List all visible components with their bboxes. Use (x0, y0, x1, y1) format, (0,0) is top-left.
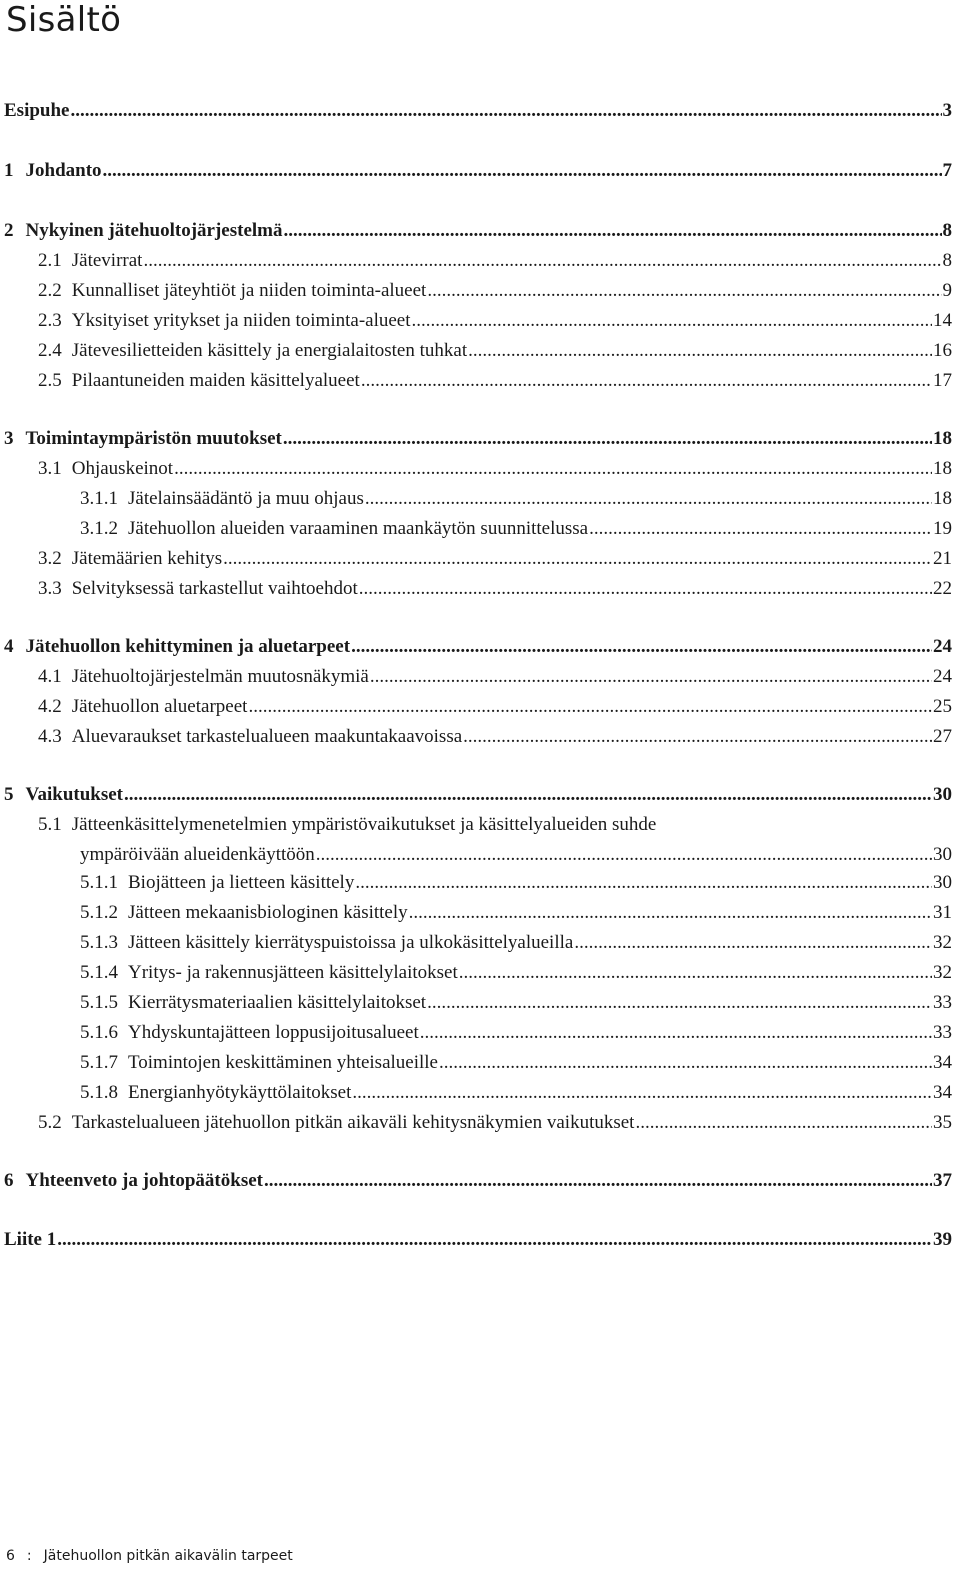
toc-entry-number: 4 (4, 636, 14, 657)
toc-entry-number: 4.3 (38, 726, 62, 747)
toc-entry-page: 16 (933, 340, 952, 361)
toc-entry[interactable] (38, 1112, 952, 1134)
toc-entry[interactable] (80, 1022, 952, 1044)
toc-entry-number: 6 (4, 1170, 14, 1191)
toc-entry-title: Jätehuollon kehittyminen ja aluetarpeet (25, 636, 351, 657)
toc-entry[interactable] (80, 962, 952, 984)
toc-entry-number: 2 (4, 220, 14, 241)
toc-entry-title: Kunnalliset jäteyhtiöt ja niiden toiminta-alueet (71, 280, 427, 301)
toc-entry[interactable] (80, 932, 952, 954)
toc-entry[interactable] (80, 992, 952, 1014)
dot-leader (284, 220, 942, 242)
toc-entry-title: Pilaantuneiden maiden käsittelyalueet (71, 370, 360, 391)
toc-entry-page: 24 (933, 636, 952, 657)
toc-entry-title: Vaikutukset (25, 784, 124, 805)
toc-entry-number: 5.1 (38, 814, 62, 835)
toc-entry-number: 2.3 (38, 310, 62, 331)
dot-leader (361, 370, 932, 392)
toc-entry-page: 14 (933, 310, 952, 331)
toc-entry-title: Ohjauskeinot (71, 458, 174, 479)
toc-entry-page: 39 (933, 1229, 952, 1250)
toc-entry-title: Jätehuollon aluetarpeet (71, 696, 248, 717)
toc-entry-page: 33 (933, 1022, 952, 1043)
toc-entry-page: 35 (933, 1112, 952, 1133)
dot-leader (635, 1112, 932, 1134)
toc-entry-number: 3.1.1 (80, 488, 118, 509)
toc-entry-title: Jätteen käsittely kierrätyspuistoissa ja ulkokäsittelyalueilla (128, 932, 574, 953)
dot-leader (283, 428, 932, 450)
toc-entry-title: Toimintaympäristön muutokset (25, 428, 282, 449)
toc-entry[interactable] (80, 872, 952, 894)
toc-entry-page: 8 (942, 250, 952, 271)
toc-entry[interactable] (38, 310, 952, 332)
toc-entry[interactable] (38, 458, 952, 480)
dot-leader (264, 1170, 932, 1192)
toc-entry-page: 30 (933, 844, 952, 865)
toc-entry[interactable] (4, 784, 952, 806)
toc-entry-page: 32 (933, 962, 952, 983)
toc-entry-page: 18 (933, 458, 952, 479)
toc-entry[interactable] (80, 488, 952, 510)
toc-entry-number: 5.1.2 (80, 902, 118, 923)
toc-entry-title: Jätehuollon alueiden varaaminen maankäytön suunnittelussa (128, 518, 589, 539)
toc-entry-page: 25 (933, 696, 952, 717)
toc-entry-number: 5.1.7 (80, 1052, 118, 1073)
dot-leader (412, 310, 932, 332)
toc-entry-number: 5.1.8 (80, 1082, 118, 1103)
toc-entry[interactable] (38, 548, 952, 570)
dot-leader (103, 160, 942, 182)
dot-leader (439, 1052, 932, 1074)
toc-entry[interactable] (80, 1052, 952, 1074)
toc-entry[interactable] (80, 1082, 952, 1104)
toc-entry-page: 34 (933, 1082, 952, 1103)
page-title: Sisältö (6, 0, 122, 40)
toc-entry-page: 37 (933, 1170, 952, 1191)
toc-entry[interactable] (38, 370, 952, 392)
toc-entry-title: Jätelainsäädäntö ja muu ohjaus (128, 488, 364, 509)
toc-entry-number: 3.2 (38, 548, 62, 569)
toc-entry[interactable] (80, 902, 952, 924)
dot-leader (574, 932, 932, 954)
toc-entry[interactable] (4, 100, 952, 122)
toc-entry-number: 4.1 (38, 666, 62, 687)
dot-leader (409, 902, 932, 924)
toc-entry-page: 9 (942, 280, 952, 301)
toc-entry-title: Jätevesilietteiden käsittely ja energialaitosten tuhkat (71, 340, 468, 361)
toc-entry[interactable] (4, 220, 952, 242)
toc-entry[interactable] (38, 814, 656, 836)
toc-entry-number: 3 (4, 428, 14, 449)
dot-leader (143, 250, 941, 272)
toc-entry-title: Jätteenkäsittelymenetelmien ympäristövaikutukset ja käsittelyalueiden suhde (71, 814, 657, 835)
toc-entry-page: 32 (933, 932, 952, 953)
toc-entry-page: 30 (933, 784, 952, 805)
toc-entry-title: Nykyinen jätehuoltojärjestelmä (25, 220, 283, 241)
toc-entry-number: 5.1.5 (80, 992, 118, 1013)
toc-entry-title: Yhdyskuntajätteen loppusijoitusalueet (128, 1022, 419, 1043)
toc-entry-number: 3.3 (38, 578, 62, 599)
footer-running-title: Jätehuollon pitkän aikavälin tarpeet (43, 1548, 293, 1564)
toc-entry-title: Liite 1 (4, 1229, 57, 1250)
toc-entry-page: 7 (942, 160, 952, 181)
toc-entry[interactable] (4, 1229, 952, 1251)
toc-entry-title: Yritys- ja rakennusjätteen käsittelylaitokset (128, 962, 458, 983)
dot-leader (459, 962, 932, 984)
toc-entry[interactable] (38, 696, 952, 718)
toc-entry-number: 5.1.6 (80, 1022, 118, 1043)
dot-leader (463, 726, 932, 748)
toc-entry-title: Biojätteen ja lietteen käsittely (128, 872, 355, 893)
toc-entry-page: 17 (933, 370, 952, 391)
dot-leader (468, 340, 932, 362)
toc-entry-page: 22 (933, 578, 952, 599)
toc-entry-title: Toimintojen keskittäminen yhteisalueille (128, 1052, 438, 1073)
dot-leader (370, 666, 932, 688)
dot-leader (427, 280, 941, 302)
toc-entry-number: 3.1 (38, 458, 62, 479)
toc-entry-title: Energianhyötykäyttölaitokset (128, 1082, 352, 1103)
toc-entry[interactable] (80, 518, 952, 540)
toc-entry-title: Kierrätysmateriaalien käsittelylaitokset (128, 992, 427, 1013)
toc-entry-page: 34 (933, 1052, 952, 1073)
dot-leader (248, 696, 932, 718)
toc-entry-number: 5.1.3 (80, 932, 118, 953)
dot-leader (174, 458, 932, 480)
toc-entry[interactable] (38, 666, 952, 688)
toc-entry-number: 5.2 (38, 1112, 62, 1133)
toc-entry[interactable] (4, 1170, 952, 1192)
dot-leader (365, 488, 932, 510)
toc-entry-page: 19 (933, 518, 952, 539)
toc-entry-title: Jätehuoltojärjestelmän muutosnäkymiä (71, 666, 369, 687)
footer-page-number: 6 (6, 1548, 15, 1564)
dot-leader (359, 578, 932, 600)
toc-entry-page: 24 (933, 666, 952, 687)
dot-leader (316, 844, 932, 866)
toc-entry-title: Johdanto (25, 160, 102, 181)
toc-entry[interactable] (38, 280, 952, 302)
toc-entry-number: 2.5 (38, 370, 62, 391)
dot-leader (223, 548, 932, 570)
dot-leader (351, 636, 932, 658)
toc-entry[interactable] (4, 428, 952, 450)
toc-entry-title: Aluevaraukset tarkastelualueen maakuntakaavoissa (71, 726, 463, 747)
dot-leader (427, 992, 932, 1014)
toc-entry-page: 27 (933, 726, 952, 747)
toc-entry-page: 8 (942, 220, 952, 241)
toc-entry-page: 18 (933, 488, 952, 509)
toc-entry-title: Yksityiset yritykset ja niiden toiminta-alueet (71, 310, 411, 331)
dot-leader (589, 518, 932, 540)
toc-entry[interactable] (4, 636, 952, 658)
toc-entry-continuation[interactable] (80, 844, 952, 866)
dot-leader (355, 872, 932, 894)
dot-leader (352, 1082, 932, 1104)
toc-entry-title: Jätevirrat (71, 250, 143, 271)
toc-entry-number: 2.4 (38, 340, 62, 361)
toc-entry-number: 5.1.1 (80, 872, 118, 893)
toc-entry-title: Esipuhe (4, 100, 70, 121)
toc-entry-title: Yhteenveto ja johtopäätökset (25, 1170, 263, 1191)
toc-entry[interactable] (4, 160, 952, 182)
page-footer (6, 1548, 293, 1564)
dot-leader (420, 1022, 932, 1044)
toc-entry[interactable] (38, 250, 952, 272)
toc-entry-number: 4.2 (38, 696, 62, 717)
dot-leader (124, 784, 932, 806)
toc-entry[interactable] (38, 340, 952, 362)
toc-entry-page: 3 (942, 100, 952, 121)
dot-leader (57, 1229, 932, 1251)
toc-entry-page: 33 (933, 992, 952, 1013)
footer-separator: : (26, 1548, 32, 1564)
toc-entry-number: 3.1.2 (80, 518, 118, 539)
toc-entry-title: Tarkastelualueen jätehuollon pitkän aikaväli kehitysnäkymien vaikutukset (71, 1112, 635, 1133)
toc-entry-number: 5.1.4 (80, 962, 118, 983)
toc-entry-number: 2.1 (38, 250, 62, 271)
toc-entry[interactable] (38, 726, 952, 748)
toc-entry-number: 2.2 (38, 280, 62, 301)
toc-entry-title-continued: ympäröivään alueidenkäyttöön (80, 844, 315, 865)
toc-entry-number: 5 (4, 784, 14, 805)
toc-entry-page: 18 (933, 428, 952, 449)
toc-entry-number: 1 (4, 160, 14, 181)
toc-entry-page: 30 (933, 872, 952, 893)
toc-entry-title: Jätemäärien kehitys (71, 548, 223, 569)
toc-entry-title: Selvityksessä tarkastellut vaihtoehdot (71, 578, 358, 599)
toc-entry[interactable] (38, 578, 952, 600)
toc-entry-page: 31 (933, 902, 952, 923)
toc-entry-page: 21 (933, 548, 952, 569)
dot-leader (70, 100, 941, 122)
toc-entry-title: Jätteen mekaanisbiologinen käsittely (128, 902, 408, 923)
